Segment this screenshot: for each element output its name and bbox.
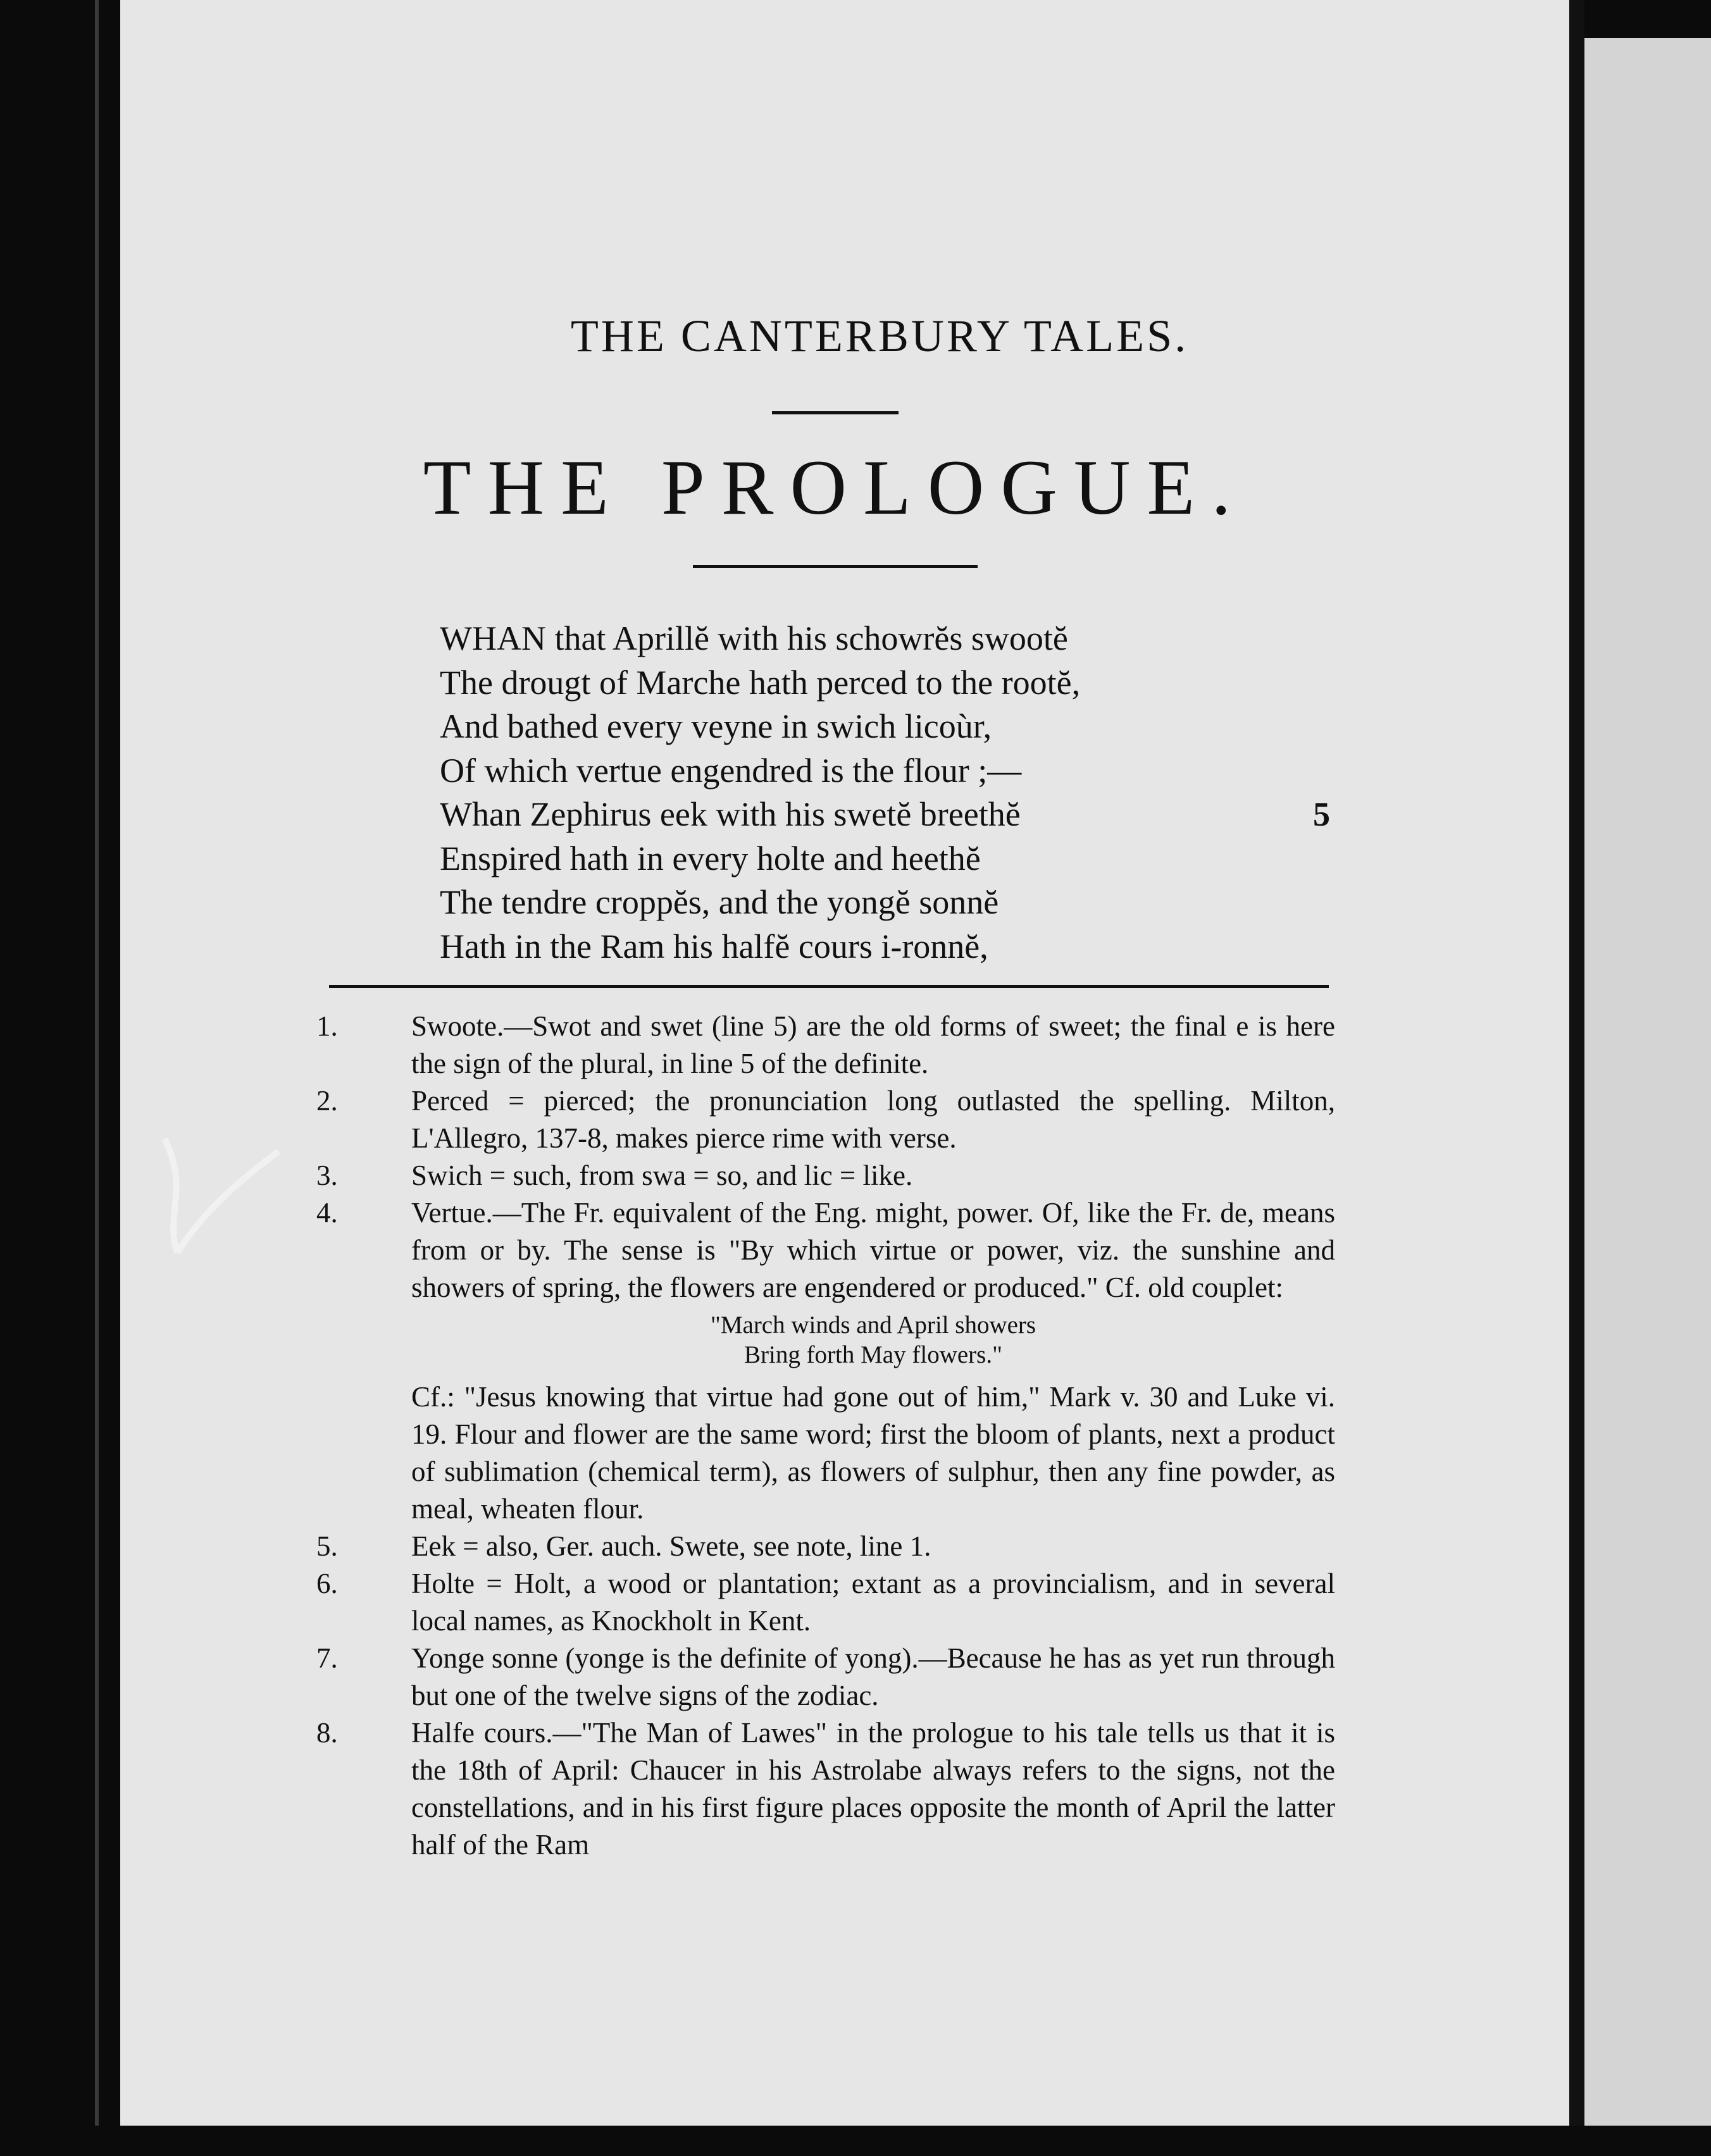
footnote-text: Eek = also, Ger. auch. Swete, see note, line 1. <box>411 1530 931 1562</box>
footnote <box>316 1714 1335 1864</box>
binding-edge <box>95 0 99 2156</box>
footnote-number: 4. <box>316 1197 338 1229</box>
poem-line: Of which vertue engendred is the flour ;— <box>440 751 1022 790</box>
footnote <box>316 1008 1335 1082</box>
footnote <box>316 1640 1335 1714</box>
poem-line: Whan Zephirus eek with his swetĕ breethĕ 5 <box>440 793 1389 837</box>
footnote-number: 5. <box>316 1530 338 1562</box>
footnote-number: 6. <box>316 1568 338 1599</box>
poem-line: The tendre croppĕs, and the yongĕ sonnĕ <box>440 883 999 921</box>
footnote-text: Yonge sonne (yonge is the definite of yong).—Because he has as yet run through but one of the twelve signs of the zodiac. <box>411 1642 1335 1711</box>
page-gutter <box>1569 0 1584 2156</box>
page-title: THE PROLOGUE. <box>423 444 1248 531</box>
line-number: 5 <box>1313 795 1330 833</box>
title-rule-bottom <box>693 565 978 568</box>
footnote <box>316 1194 1335 1306</box>
footnote <box>316 1082 1335 1157</box>
footnote <box>316 1157 1335 1194</box>
poem-line: The drougt of Marche hath perced to the rootĕ, <box>440 663 1081 702</box>
running-title: THE CANTERBURY TALES. <box>570 311 1189 361</box>
footnote-number: 1. <box>316 1010 338 1042</box>
footnote-text: Perced = pierced; the pronunciation long outlasted the spelling. Milton, L'Allegro, 137-8, makes pierce rime with verse. <box>411 1085 1335 1154</box>
facing-page-edge <box>1582 38 1711 2156</box>
poem-line: Enspired hath in every holte and heethĕ <box>440 839 981 877</box>
poem-line: WHAN that Aprillĕ with his schowrĕs swootĕ <box>440 619 1068 657</box>
scratch-mark <box>152 1113 304 1278</box>
poem-line: Hath in the Ram his halfĕ cours i-ronnĕ, <box>440 927 988 965</box>
quote-line: Bring forth May flowers." <box>744 1341 1002 1368</box>
footnote <box>316 1528 1335 1565</box>
poem-text <box>440 617 1389 969</box>
poem-line: And bathed every veyne in swich licoùr, <box>440 707 992 745</box>
footnote-rule <box>329 985 1329 988</box>
footnote-number: 3. <box>316 1160 338 1191</box>
footnote-text: Swoote.—Swot and swet (line 5) are the old forms of sweet; the final e is here the sign of the plural, in line 5 of the definite. <box>411 1010 1335 1079</box>
footnote-text: Vertue.—The Fr. equivalent of the Eng. might, power. Of, like the Fr. de, means from or by. The sense is "By which virtue or power, viz. the sunshine and showers of spring, the flowers are engendered or produced." Cf. old couplet: <box>411 1197 1335 1303</box>
footnotes <box>316 1008 1335 1864</box>
footnote-text: Halfe cours.—"The Man of Lawes" in the prologue to his tale tells us that it is the 18th of April: Chaucer in his Astrolabe always refers to the signs, not the constellations, and in his first figure places opposite the month of April the latter half of the Ram <box>411 1717 1335 1861</box>
footnote-text: Holte = Holt, a wood or plantation; extant as a provincialism, and in several local names, as Knockholt in Kent. <box>411 1568 1335 1637</box>
footnote-number: 2. <box>316 1085 338 1117</box>
quoted-couplet <box>316 1310 1335 1370</box>
footnote-text: Swich = such, from swa = so, and lic = like. <box>411 1160 913 1191</box>
quote-line: "March winds and April showers <box>710 1311 1036 1339</box>
footnote-number: 8. <box>316 1717 338 1749</box>
footnote-number: 7. <box>316 1642 338 1674</box>
footnote <box>316 1565 1335 1640</box>
scan-bottom-margin <box>0 2126 1711 2156</box>
footnote-continuation: Cf.: "Jesus knowing that virtue had gone out of him," Mark v. 30 and Luke vi. 19. Flour and flower are the same word; first the bloom of plants, next a product of sublimation (chemical term), as flowers of sulphur, then any fine powder, as meal, wheaten flour. <box>411 1381 1335 1525</box>
title-rule-top <box>772 411 899 414</box>
